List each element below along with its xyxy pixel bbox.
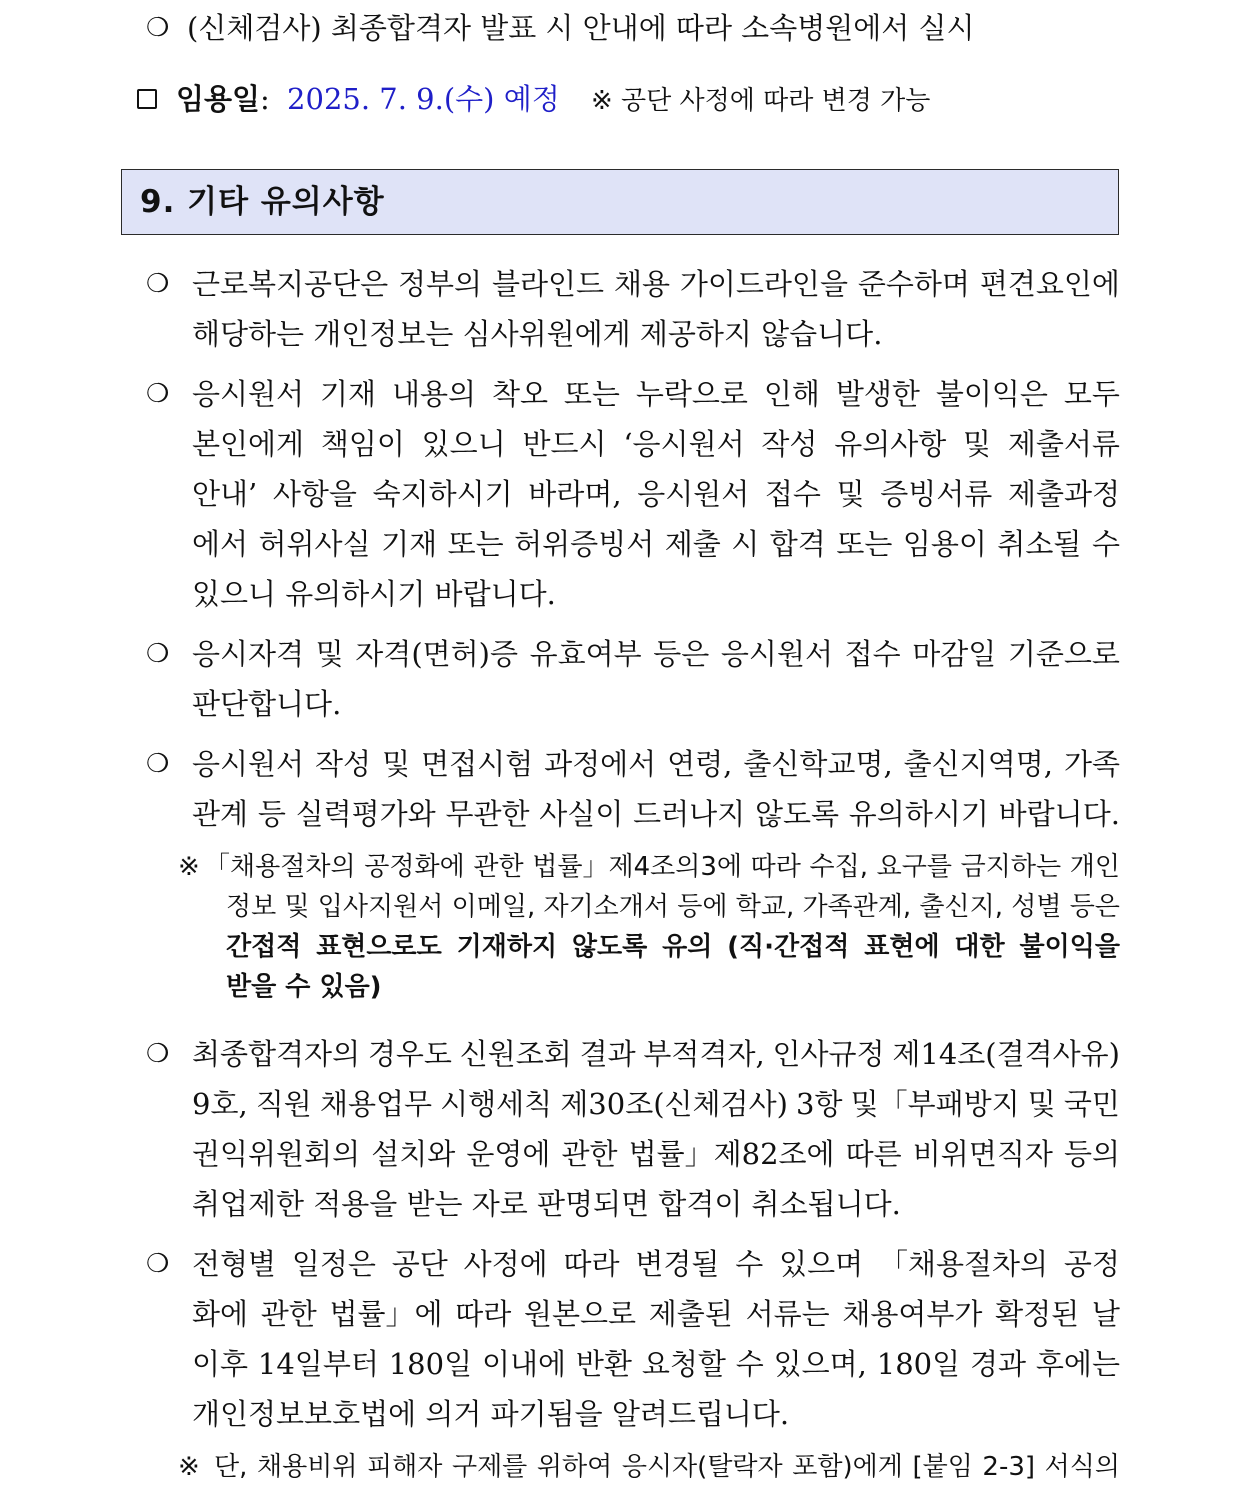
item-line: 응시자격 및 자격(면허)증 유효여부 등은 응시원서 접수 마감일 기준으로 <box>192 637 1120 671</box>
note-bold-line: 간접적 표현으로도 기재하지 않도록 유의 (직·간접적 표현에 대한 불이익을 <box>226 932 1120 962</box>
item-line: 응시원서 작성 및 면접시험 과정에서 연령, 출신학교명, 출신지역명, 가족 <box>192 747 1120 781</box>
item-line: 있으니 유의하시기 바랍니다. <box>192 577 556 611</box>
circle-bullet-icon: ❍ <box>146 639 170 669</box>
note-mark-icon: ※ <box>178 852 200 882</box>
physical-exam-text: (신체검사) 최종합격자 발표 시 안내에 따라 소속병원에서 실시 <box>187 11 975 45</box>
item-line: 9호, 직원 채용업무 시행세칙 제30조(신체검사) 3항 및「부패방지 및 국민 <box>192 1087 1120 1121</box>
appointment-colon: : <box>260 82 270 116</box>
item-line: 취업제한 적용을 받는 자로 판명되면 합격이 취소됩니다. <box>192 1187 901 1221</box>
section-header-box <box>121 169 1119 235</box>
item-line: 에서 허위사실 기재 또는 허위증빙서 제출 시 합격 또는 임용이 취소될 수 <box>192 527 1120 561</box>
circle-bullet-icon: ❍ <box>146 749 170 779</box>
item-line: 근로복지공단은 정부의 블라인드 채용 가이드라인을 준수하며 편견요인에 <box>192 267 1120 301</box>
note-line: 단, 채용비위 피해자 구제를 위하여 응시자(탈락자 포함)에게 [붙임 2-3] 서식의 <box>214 1452 1120 1482</box>
checkbox-square-icon <box>137 89 157 109</box>
item-line: 응시원서 기재 내용의 착오 또는 누락으로 인해 발생한 불이익은 모두 <box>192 377 1120 411</box>
circle-bullet-icon: ❍ <box>146 269 170 299</box>
appointment-line <box>176 81 930 119</box>
item-line: 본인에게 책임이 있으니 반드시 ‘응시원서 작성 유의사항 및 제출서류 <box>192 427 1120 461</box>
note-line: 정보 및 입사지원서 이메일, 자기소개서 등에 학교, 가족관계, 출신지, 성별 등은 <box>226 892 1120 922</box>
appointment-date: 2025. 7. 9.(수) 예정 <box>287 82 560 116</box>
item-line: 개인정보보호법에 의거 파기됨을 알려드립니다. <box>192 1397 790 1431</box>
item-line: 관계 등 실력평가와 무관한 사실이 드러나지 않도록 유의하시기 바랍니다. <box>192 797 1120 831</box>
item-line: 해당하는 개인정보는 심사위원에게 제공하지 않습니다. <box>192 317 883 351</box>
item-line: 판단합니다. <box>192 687 342 721</box>
note-line: 「채용절차의 공정화에 관한 법률」제4조의3에 따라 수집, 요구를 금지하는 개인 <box>204 852 1120 882</box>
circle-bullet-icon: ❍ <box>146 1039 170 1069</box>
item-line: 전형별 일정은 공단 사정에 따라 변경될 수 있으며 「채용절차의 공정 <box>192 1247 1120 1281</box>
appointment-note: ※ 공단 사정에 따라 변경 가능 <box>590 86 931 116</box>
item-line: 최종합격자의 경우도 신원조회 결과 부적격자, 인사규정 제14조(결격사유) <box>192 1037 1120 1071</box>
circle-bullet-icon: ❍ <box>146 1249 170 1279</box>
section-title: 9. 기타 유의사항 <box>140 184 385 220</box>
item-line: 안내’ 사항을 숙지하시기 바라며, 응시원서 접수 및 증빙서류 제출과정 <box>192 477 1120 511</box>
circle-bullet-icon: ❍ <box>146 379 170 409</box>
appointment-label: 임용일 <box>176 82 261 116</box>
item-line: 화에 관한 법률」에 따라 원본으로 제출된 서류는 채용여부가 확정된 날 <box>192 1297 1120 1331</box>
note-mark-icon: ※ <box>178 1452 200 1482</box>
item-line: 이후 14일부터 180일 이내에 반환 요청할 수 있으며, 180일 경과 후에는 <box>192 1347 1120 1381</box>
circle-bullet-icon: ❍ <box>146 13 170 43</box>
note-bold-line: 받을 수 있음) <box>226 972 382 1002</box>
item-line: 권익위원회의 설치와 운영에 관한 법률」제82조에 따른 비위면직자 등의 <box>192 1137 1120 1171</box>
